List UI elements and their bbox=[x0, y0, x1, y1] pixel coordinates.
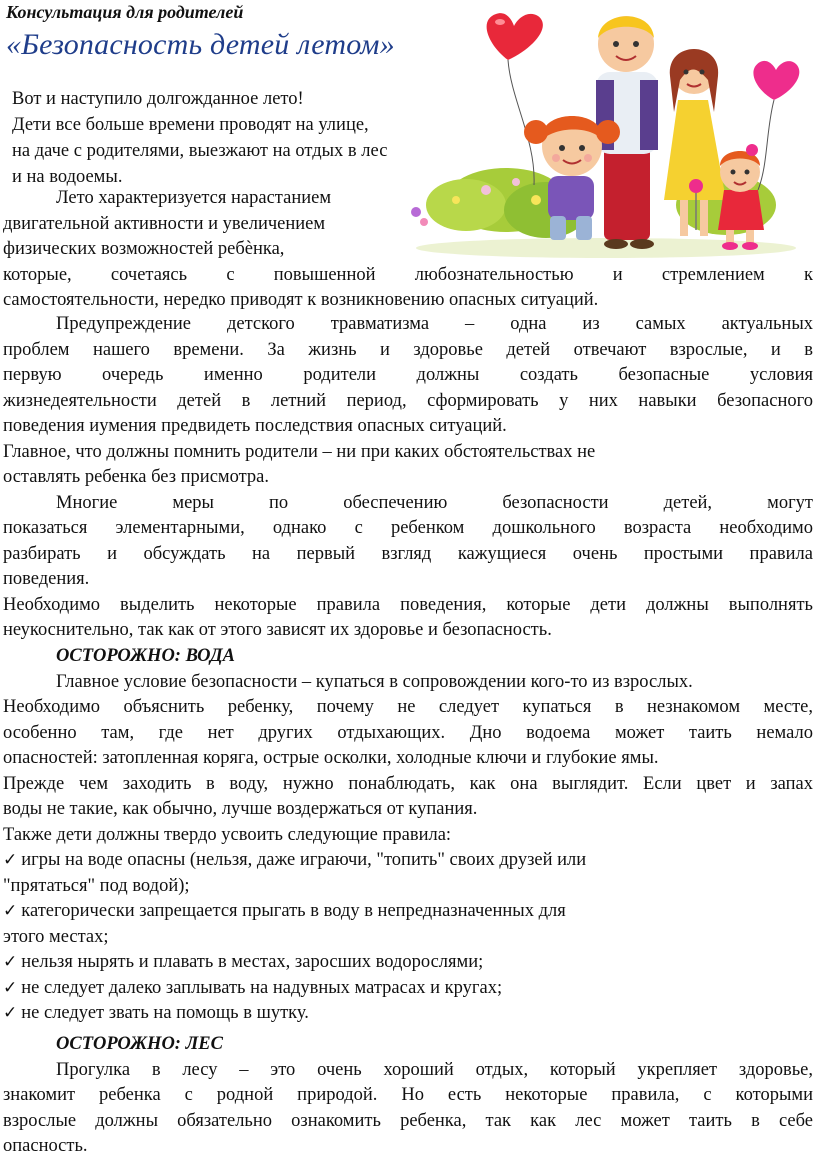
check-icon: ✓ bbox=[3, 952, 18, 972]
pink-heart-balloon bbox=[753, 61, 799, 190]
text-line: Многие меры по обеспечению безопасности детей, могут bbox=[56, 492, 813, 513]
rule-item: ✓ не следует далеко заплывать на надувных матрасах и кругах; bbox=[3, 977, 503, 998]
section-water bbox=[3, 644, 813, 1027]
text-line: самостоятельности, нередко приводят к возникновению опасных ситуаций. bbox=[3, 290, 599, 310]
text-line: жизнедеятельности детей в летний период, сформировать у них навыки безопасного bbox=[3, 390, 813, 411]
text-line: Главное, что должны помнить родители – ни при каких обстоятельствах не bbox=[3, 441, 596, 462]
text-line: Также дети должны твердо усвоить следующие правила: bbox=[3, 824, 452, 845]
text-line: Необходимо объяснить ребенку, почему не следует купаться в незнакомом месте, bbox=[3, 697, 813, 717]
page-title: «Безопасность детей летом» bbox=[6, 28, 395, 61]
intro-line: Вот и наступило долгожданное лето! bbox=[12, 89, 304, 109]
rule-item: ✓ категорически запрещается прыгать в воду в непредназначенных для bbox=[3, 901, 566, 921]
rule-item-cont: "прятаться" под водой); bbox=[3, 875, 190, 896]
text-line: знакомит ребенка с родной природой. Но есть некоторые правила, с которыми bbox=[3, 1085, 813, 1105]
text-line: оставлять ребенка без присмотра. bbox=[3, 467, 270, 487]
intro-line: и на водоемы. bbox=[12, 167, 123, 187]
check-icon: ✓ bbox=[3, 850, 18, 870]
text-line: Предупреждение детского травматизма – одна из самых актуальных bbox=[56, 314, 813, 334]
text-line: взрослые должны обязательно ознакомить ребенка, так как лес может таить в себе bbox=[3, 1110, 813, 1131]
section-heading-forest: ОСТОРОЖНО: ЛЕС bbox=[56, 1034, 223, 1054]
text-line: Лето характеризуется нарастанием bbox=[56, 188, 332, 208]
intro-paragraph bbox=[12, 86, 472, 190]
rule-item: ✓ не следует звать на помощь в шутку. bbox=[3, 1003, 309, 1023]
intro-line: на даче с родителями, выезжают на отдых в лес bbox=[12, 141, 388, 161]
text-line: двигательной активности и увеличением bbox=[3, 213, 326, 234]
text-line: опасностей: затопленная коряга, острые осколки, холодные ключи и глубокие ямы. bbox=[3, 748, 659, 768]
text-line: показаться элементарными, однако с ребенком дошкольного возраста необходимо bbox=[3, 518, 813, 538]
text-line: проблем нашего времени. За жизнь и здоровье детей отвечают взрослые, и в bbox=[3, 339, 813, 360]
rule-item: ✓ игры на воде опасны (нельзя, даже играючи, "топить" своих друзей или bbox=[3, 850, 587, 870]
text-line: Прогулка в лесу – это очень хороший отдых, который укрепляет здоровье, bbox=[56, 1059, 813, 1080]
rule-item-cont: этого местах; bbox=[3, 926, 109, 947]
text-line: поведения иумения предвидеть последствия опасных ситуаций. bbox=[3, 416, 507, 436]
text-line: воды не такие, как обычно, лучше воздержаться от купания. bbox=[3, 799, 478, 819]
text-line: Прежде чем заходить в воду, нужно понаблюдать, как она выглядит. Если цвет и запах bbox=[3, 773, 813, 794]
text-line: которые, сочетаясь с повышенной любознательностью и стремлением к bbox=[3, 264, 813, 285]
section-heading-water: ОСТОРОЖНО: ВОДА bbox=[56, 646, 235, 666]
text-line: Необходимо выделить некоторые правила поведения, которые дети должны выполнять bbox=[3, 594, 813, 615]
check-icon: ✓ bbox=[3, 1003, 18, 1023]
paragraph-summer bbox=[3, 186, 813, 314]
text-line: неукоснительно, так как от этого зависят их здоровье и безопасность. bbox=[3, 620, 552, 640]
intro-line: Дети все больше времени проводят на улице, bbox=[12, 115, 369, 135]
text-line: разбирать и обсуждать на первый взгляд кажущиеся очень простыми правила bbox=[3, 543, 813, 564]
rule-item: ✓ нельзя нырять и плавать в местах, заросших водорослями; bbox=[3, 952, 484, 972]
section-forest bbox=[3, 1032, 813, 1160]
check-icon: ✓ bbox=[3, 901, 18, 921]
text-line: первую очередь именно родители должны создать безопасные условия bbox=[3, 365, 813, 385]
consultation-subtitle: Консультация для родителей bbox=[6, 2, 244, 22]
text-line: Главное условие безопасности – купаться в сопровождении кого-то из взрослых. bbox=[56, 671, 693, 692]
text-line: опасность. bbox=[3, 1136, 88, 1156]
text-line: особенно там, где нет других отдыхающих. Дно водоема может таить немало bbox=[3, 722, 813, 743]
check-icon: ✓ bbox=[3, 977, 18, 998]
text-line: поведения. bbox=[3, 569, 90, 589]
text-line: физических возможностей ребѐнка, bbox=[3, 239, 285, 259]
paragraph-prevention bbox=[3, 312, 813, 644]
red-heart-balloon bbox=[487, 13, 543, 185]
